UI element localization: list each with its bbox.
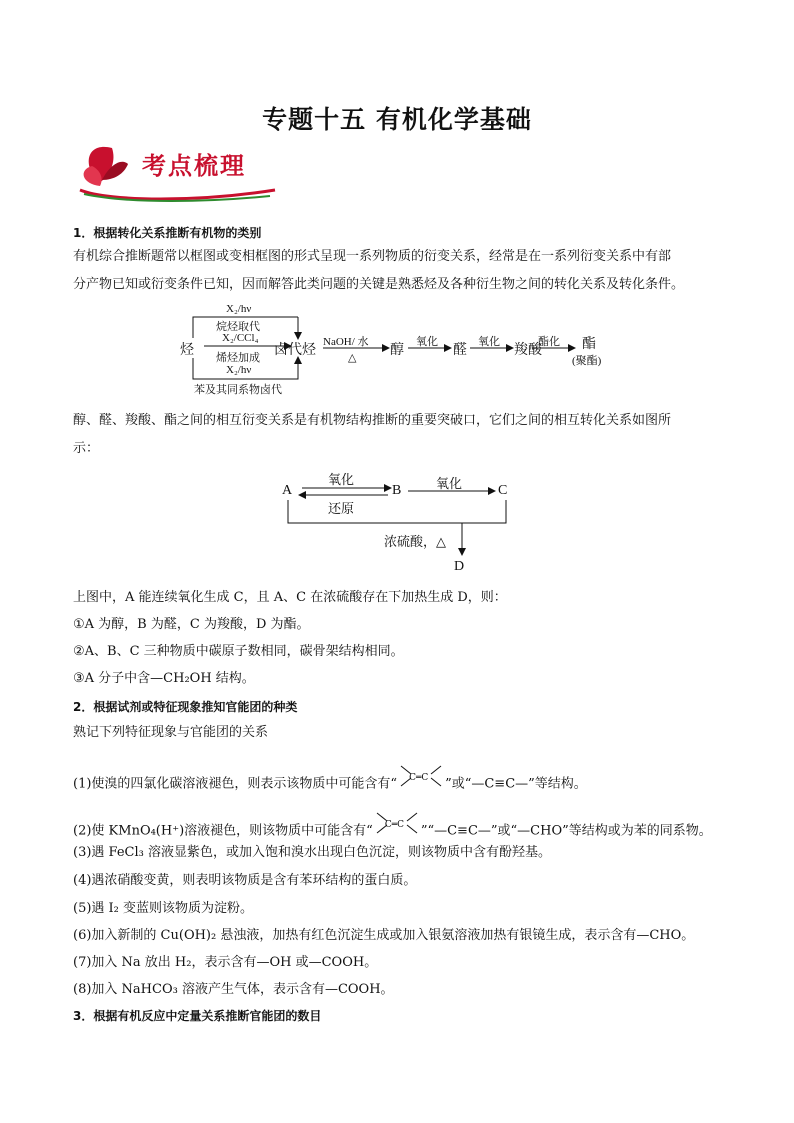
aldehyde-label: 醛: [453, 343, 467, 358]
naoh-label: NaOH/ 水: [323, 336, 369, 348]
section2-item-8: (8)加入 NaHCO₃ 溶液产生气体，表示含有—COOH。: [73, 982, 394, 997]
section1-para2-line2: 示：: [73, 441, 100, 456]
node-c: C: [498, 483, 508, 498]
section2-heading: 2．根据试剂或特征现象推知官能团的种类: [73, 700, 298, 714]
section2-item-4: (4)遇浓硝酸变黄，则表明该物质是含有苯环结构的蛋白质。: [73, 873, 417, 888]
alkene-structure-icon: [397, 762, 445, 790]
section2-intro: 熟记下列特征现象与官能团的关系: [73, 725, 269, 740]
top-reagent-label: X₂/hν: [226, 303, 252, 315]
page-title: 专题十五 有机化学基础: [262, 105, 532, 134]
esterification-label: 酯化: [538, 336, 560, 348]
section3-heading: 3．根据有机反应中定量关系推断官能团的数目: [73, 1009, 322, 1023]
polyester-label: (聚酯): [572, 355, 602, 367]
top-reaction-label: 烷烃取代: [216, 321, 260, 333]
node-b: B: [392, 483, 402, 498]
section2-item-2: [73, 817, 733, 845]
oxidation1-label: 氧化: [416, 336, 438, 348]
oxidation-ab-label: 氧化: [328, 472, 355, 487]
item1-pre: (1)使溴的四氯化碳溶液褪色，则表示该物质中可能含有“: [73, 776, 398, 792]
bottom-reaction-label: 苯及其同系物卤代: [194, 384, 282, 396]
section2-item-3: (3)遇 FeCl₃ 溶液显紫色，或加入饱和溴水出现白色沉淀，则该物质中含有酚羟基。: [73, 845, 551, 860]
section1-para-line2: 分产物已知或衍变条件已知，因而解答此类问题的关键是熟悉烃及各种衍生物之间的转化关系及转化条件。: [73, 277, 685, 292]
reduction-ba-label: 还原: [328, 501, 355, 516]
node-d: D: [454, 559, 465, 574]
banner-label: 考点梳理: [142, 151, 246, 180]
section-banner: [70, 140, 280, 206]
item1-post: ”或“—C≡C—”等结构。: [445, 776, 587, 792]
item2-post: ”“—C≡C—”或“—CHO”等结构或为苯的同系物。: [420, 823, 712, 839]
condition-label: 浓硫酸，△: [384, 534, 446, 549]
section2-item-1: [73, 770, 733, 798]
list-item: ①A 为醇，B 为醛，C 为羧酸，D 为酯。: [73, 617, 310, 632]
alcohol-label: 醇: [390, 343, 404, 358]
item2-pre: (2)使 KMnO₄(H⁺)溶液褪色，则该物质中可能含有“: [73, 823, 373, 839]
mid-reaction-label: 烯烃加成: [216, 352, 260, 364]
oxidation-bc-label: 氧化: [436, 476, 463, 491]
mid-reagent-label: X₂/CCl₄: [222, 332, 259, 344]
heat-label: △: [348, 352, 357, 364]
list-item: ②A、B、C 三种物质中碳原子数相同，碳骨架结构相同。: [73, 644, 404, 659]
alkene-label: C═C: [409, 773, 429, 783]
alkene-structure-icon: [373, 809, 421, 837]
section1-para3: 上图中，A 能连续氧化生成 C，且 A、C 在浓硫酸存在下加热生成 D，则：: [73, 590, 507, 605]
ab-c-d-diagram: [278, 466, 528, 578]
oxidation2-label: 氧化: [478, 336, 500, 348]
ester-label: 酯: [582, 337, 596, 352]
section2-item-5: (5)遇 I₂ 变蓝则该物质为淀粉。: [73, 901, 254, 916]
section1-heading: 1．根据转化关系推断有机物的类别: [73, 226, 262, 240]
list-item: ③A 分子中含—CH₂OH 结构。: [73, 671, 255, 686]
section1-para-line1: 有机综合推断题常以框图或变相框图的形式呈现一系列物质的衍变关系，经常是在一系列衍变关系中有部: [73, 249, 672, 264]
section1-para2-line1: 醇、醛、羧酸、酯之间的相互衍变关系是有机物结构推断的重要突破口，它们之间的相互转化关系如图所: [73, 413, 672, 428]
alkene-label: C═C: [384, 820, 405, 830]
low-reagent-label: X₂/hν: [226, 364, 252, 376]
carboxylic-acid-label: 羧酸: [514, 343, 542, 358]
halide-label: 卤代烃: [274, 343, 316, 358]
node-a: A: [282, 483, 293, 498]
conversion-diagram: [180, 300, 620, 400]
section2-item-7: (7)加入 Na 放出 H₂，表示含有—OH 或—COOH。: [73, 955, 378, 970]
hydrocarbon-label: 烃: [180, 343, 194, 358]
section2-item-6: (6)加入新制的 Cu(OH)₂ 悬浊液，加热有红色沉淀生成或加入银氨溶液加热有银镜生成，表示含有—CHO。: [73, 928, 695, 943]
